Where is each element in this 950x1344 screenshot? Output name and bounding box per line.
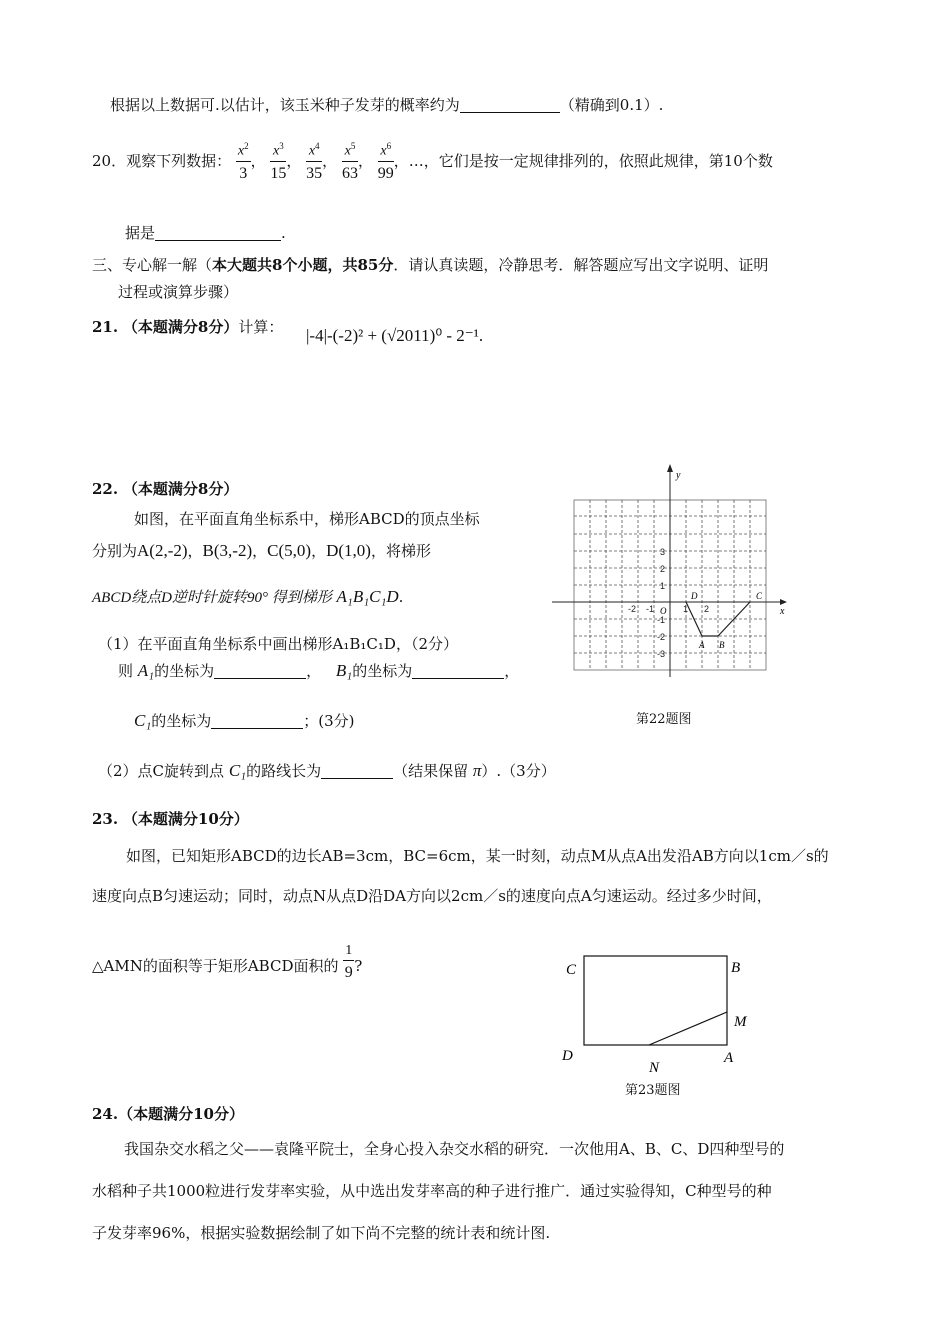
q22-coord-a: A(2,-2) [137, 541, 188, 560]
q22-part2-c1: C₁ [228, 761, 247, 780]
q22-part2-text: 的路线长为 [246, 762, 322, 780]
q22-part1: （1）在平面直角坐标系中画出梯形A₁B₁C₁D，（2分） [98, 635, 458, 653]
q23-fraction: $\frac{1}{9}$ [344, 943, 353, 981]
q22-pi: π [472, 761, 482, 780]
q22-b1-label: B₁ [335, 661, 353, 680]
q22-p3-end: . [398, 588, 404, 606]
q22-a1-label: A₁ [137, 661, 155, 680]
y-tick: -1 [657, 615, 666, 625]
q22-coordinate-grid [552, 462, 792, 677]
label-m: M [734, 1014, 747, 1030]
q23-score: （本题满分10分） [122, 810, 249, 828]
q23-header [92, 808, 249, 829]
q22-c1-line [134, 710, 355, 731]
q23-p2: 速度向点B匀速运动；同时，动点N从点D沿DA方向以2cm／s的速度向点A匀速运动。经过多少时间， [92, 887, 772, 905]
q20-number: 20． [92, 151, 127, 170]
point-b-label: B [719, 640, 725, 650]
q22-target-trapezoid: A₁B₁C₁D [336, 587, 399, 606]
point-d-label: D [691, 591, 698, 601]
q19-hint: （精确到0.1）. [559, 96, 664, 114]
q22-c1-text: 的坐标为 [151, 712, 212, 730]
q22-p3 [92, 586, 403, 607]
q21-number: 21. [92, 318, 119, 336]
q23-p3-end: ? [354, 957, 363, 975]
q22-p1: 如图，在平面直角坐标系中，梯形ABCD的顶点坐标 [134, 510, 480, 528]
q23-caption: 第23题图 [625, 1083, 681, 1098]
label-n: N [649, 1060, 660, 1076]
origin-label: O [660, 606, 667, 616]
q22-b1-text: 的坐标为 [352, 662, 413, 680]
q22-part2-tail: （结果保留 [393, 762, 469, 780]
q22-a1-text: 的坐标为 [154, 662, 215, 680]
q20-lead: 观察下列数据： [126, 151, 232, 170]
q21-score: （本题满分8分） [122, 318, 239, 336]
section3-title-rest: ．请认真读题，冷静思考．解答题应写出文字说明、证明 [393, 256, 769, 274]
q23-p3-text: △AMN的面积等于矩形ABCD面积的 [92, 957, 339, 975]
q19-line [110, 94, 663, 115]
label-a: A [724, 1050, 734, 1066]
q23-number: 23. [92, 810, 119, 828]
q20-fraction-4: $\frac{x^5}{63}$ [341, 141, 358, 182]
y-axis-label: y [676, 470, 681, 481]
q20-fraction-3: $\frac{x^4}{35}$ [306, 141, 323, 182]
q22-then: 则 [118, 662, 134, 680]
point-c-label: C [756, 591, 763, 601]
q22-caption: 第22题图 [636, 712, 692, 727]
q20-line2 [125, 222, 286, 243]
q24-p3: 子发芽率96%，根据实验数据绘制了如下尚不完整的统计表和统计图. [92, 1224, 551, 1242]
y-tick: -2 [657, 632, 666, 642]
q22-c1-answer-blank[interactable] [211, 728, 303, 729]
y-tick: 1 [660, 581, 666, 591]
q20-line2-end: . [281, 224, 286, 242]
section3-line2: 过程或演算步骤） [118, 283, 239, 301]
q24-p1: 我国杂交水稻之父——袁隆平院士，全身心投入杂交水稻的研究．一次他用A、B、C、D四种型号的 [124, 1140, 785, 1158]
x-axis-label: x [780, 606, 785, 617]
q22-part2-answer-blank[interactable] [321, 778, 393, 779]
q20-fraction-1: $\frac{x^2}{3}$ [237, 141, 249, 182]
section3-title: 三、专心解一解（ [92, 256, 213, 274]
q22-part2-lead: （2）点C旋转到点 [98, 762, 225, 780]
q23-rectangle-figure [556, 948, 766, 1076]
q21-expression: |-4|-(-2)² + (√2011)⁰ - 2⁻¹. [306, 326, 484, 345]
q22-p3-text: ABCD绕点D逆时针旋转90° 得到梯形 [92, 590, 332, 606]
q22-header [92, 478, 238, 499]
q20-answer-blank[interactable] [155, 240, 281, 241]
q22-p2-tail: ，将梯形 [370, 542, 431, 560]
x-tick: -1 [646, 604, 655, 614]
section3-title-bold: 本大题共8个小题，共85分 [212, 256, 394, 274]
x-tick: 2 [704, 604, 710, 614]
q22-a1-b1-line: 则 A₁的坐标为 ， B₁的坐标为 ， [118, 661, 520, 680]
q22-p2: 分别为A(2,-2)，B(3,-2)，C(5,0)，D(1,0)，将梯形 [92, 541, 431, 560]
q20-fraction-2: $\frac{x^3}{15}$ [270, 141, 287, 182]
label-b: B [731, 960, 741, 976]
point-a-label: A [699, 640, 705, 650]
q22-number: 22. [92, 480, 119, 498]
q20-line1: 20．观察下列数据： $\frac{x^2}{3}$ ， $\frac{x^3}{15}$ ， $\frac{x^4}{35}$ ， $\frac{x^5}{63}$ ， $\frac{x^6}{99}$ ，…，它们是按一定规律排列的，依照此规律，第10个数 [92, 141, 773, 182]
q20-tail: ，…，它们是按一定规律排列的，依照此规律，第10个数 [393, 151, 773, 170]
q22-p2-lead: 分别为 [92, 542, 138, 560]
q23-p1: 如图，已知矩形ABCD的边长AB=3cm，BC=6cm，某一时刻，动点M从点A出发沿AB方向以1cm／s的 [126, 847, 829, 865]
q24-p2: 水稻种子共1000粒进行发芽率实验，从中选出发芽率高的种子进行推广．通过实验得知，C种型号的种 [92, 1182, 772, 1200]
section3-heading [92, 254, 768, 275]
x-tick: 1 [683, 604, 689, 614]
q22-coord-c: C(5,0) [267, 541, 312, 560]
q21-header [92, 316, 283, 337]
y-tick: 3 [660, 547, 666, 557]
label-d: D [562, 1048, 573, 1064]
q19-answer-blank[interactable] [460, 112, 560, 113]
q22-c1-label: C₁ [134, 711, 152, 730]
y-tick: 2 [660, 564, 666, 574]
y-tick: -3 [657, 649, 666, 659]
q19-text: 根据以上数据可.以估计，该玉米种子发芽的概率约为 [110, 96, 460, 114]
q22-a1-answer-blank[interactable] [214, 678, 306, 679]
q23-p3 [92, 944, 362, 981]
q22-part2 [98, 760, 556, 781]
q22-b1-answer-blank[interactable] [412, 678, 504, 679]
q20-line2-text: 据是 [125, 224, 156, 242]
q20-fraction-5: $\frac{x^6}{99}$ [377, 141, 394, 182]
label-c: C [566, 962, 577, 978]
q21-lead: 计算： [238, 318, 284, 336]
x-tick: -2 [628, 604, 637, 614]
q22-coord-b: B(3,-2) [202, 541, 253, 560]
q22-part2-end: ）.（3分） [481, 762, 556, 780]
q22-c1-score: ；(3分) [303, 712, 355, 730]
q22-coord-d: D(1,0) [326, 541, 371, 560]
q24-header: 24.（本题满分10分） [92, 1105, 244, 1123]
q22-score: （本题满分8分） [122, 480, 239, 498]
